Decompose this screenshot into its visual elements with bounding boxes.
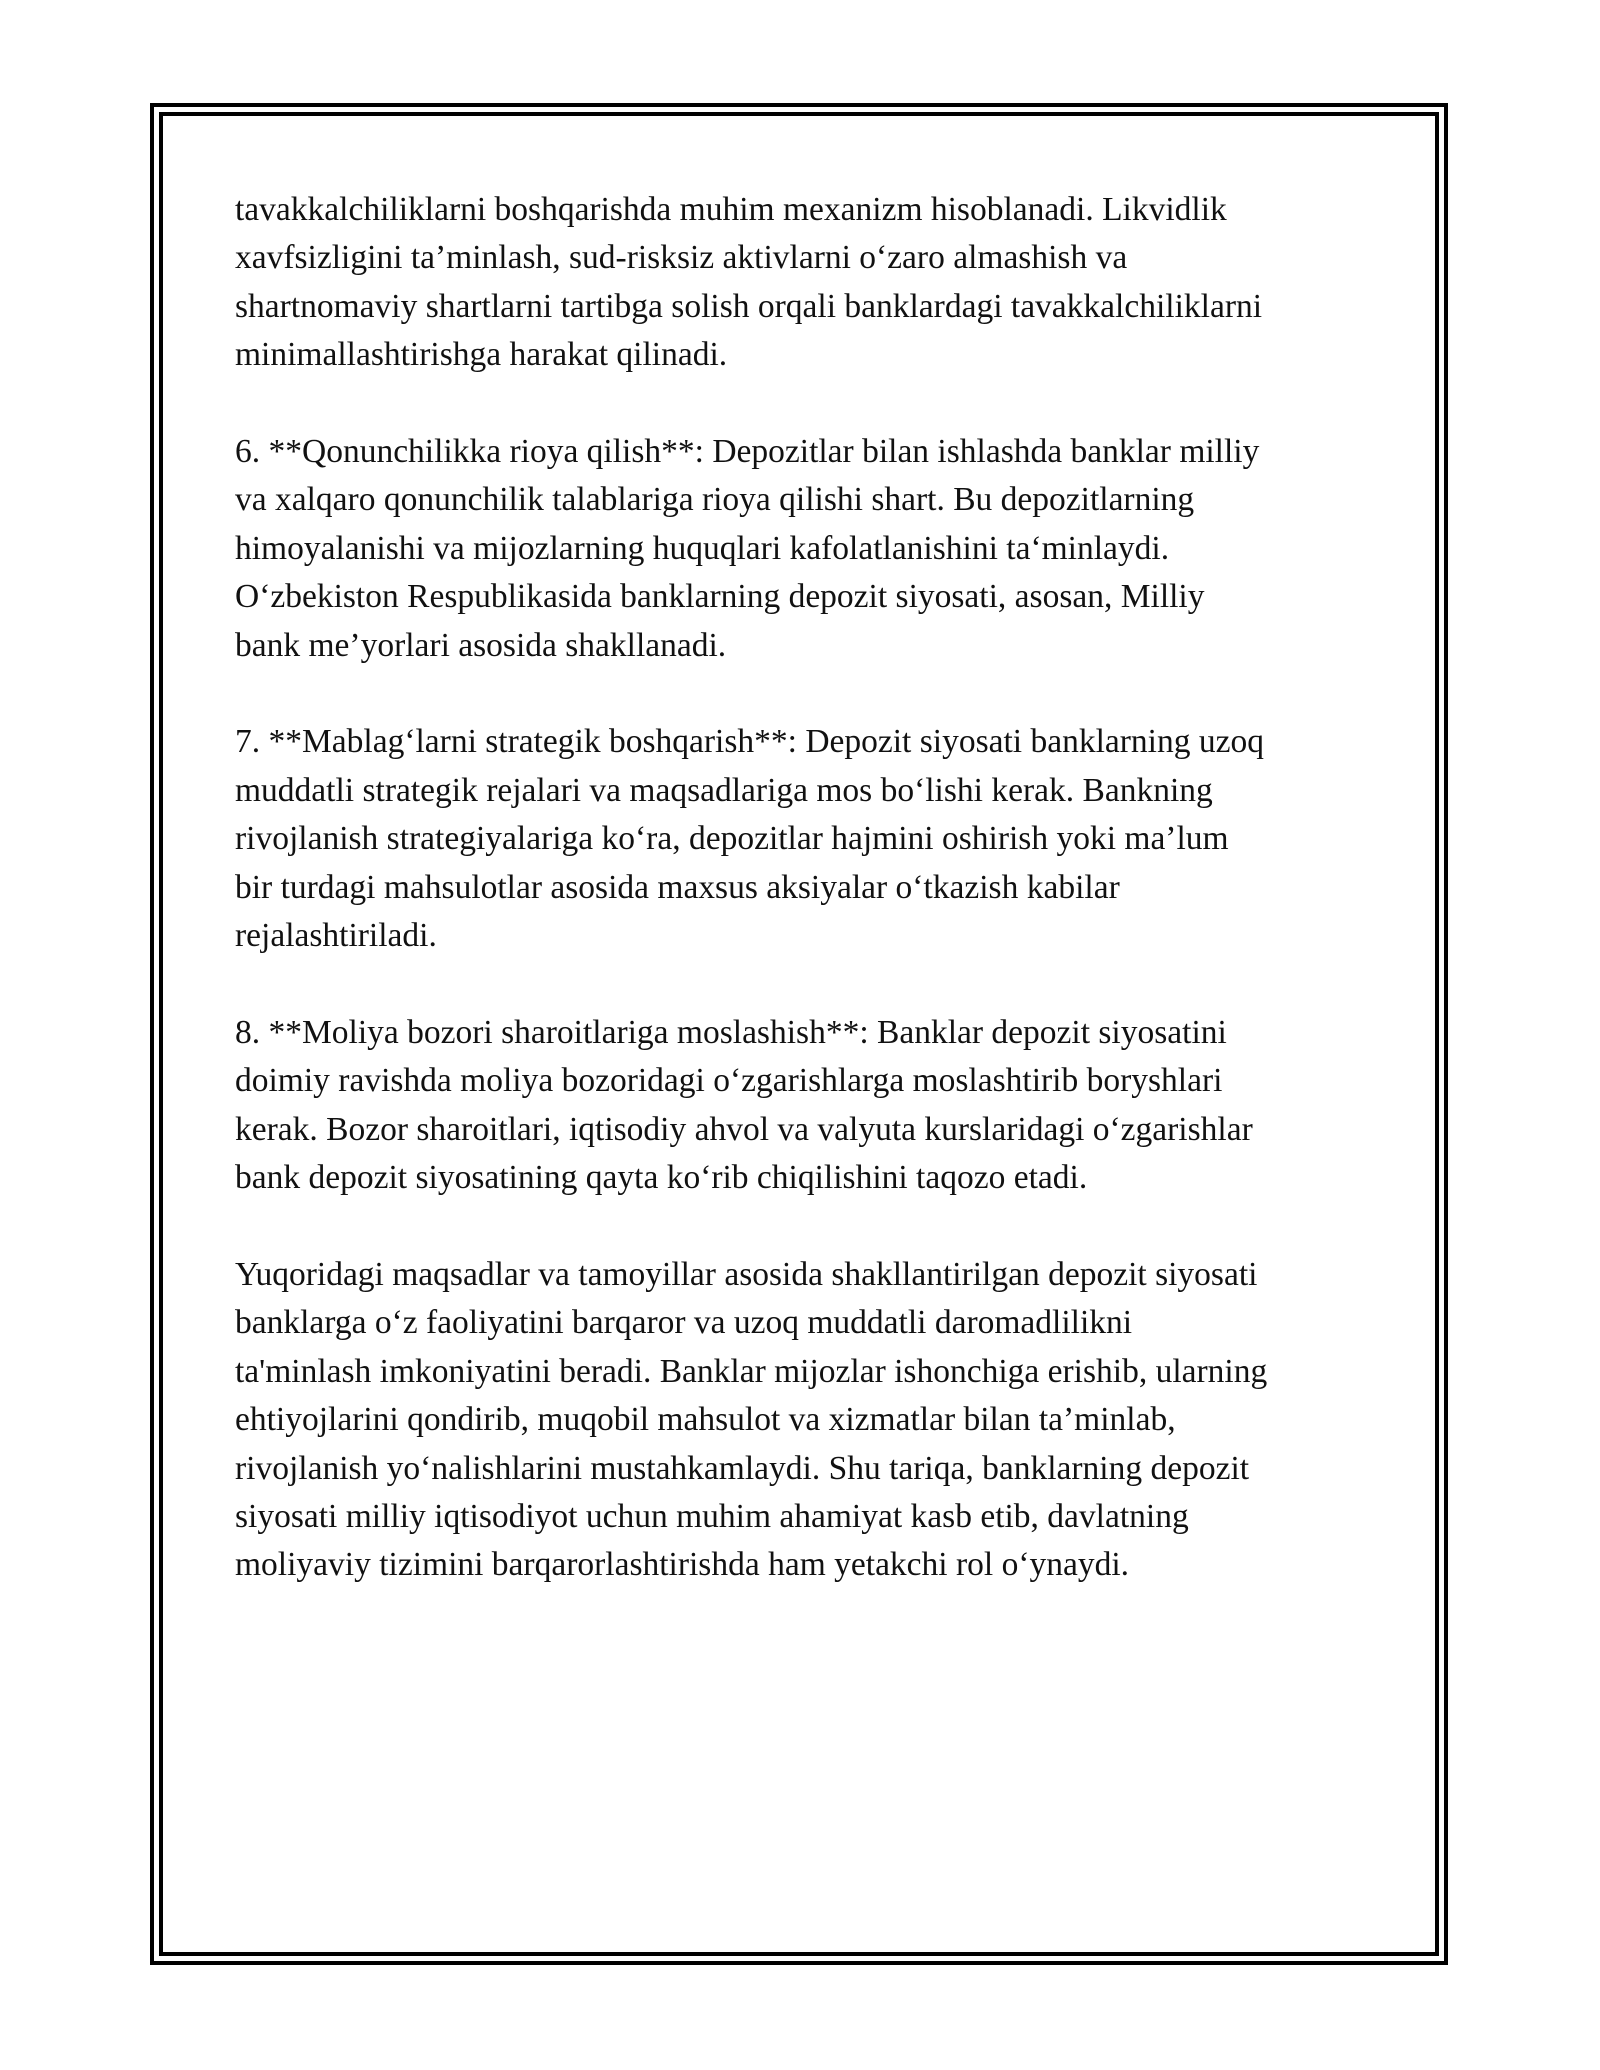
text-line: moliyaviy tizimini barqarorlashtirishda ham yetakchi rol o‘ynaydi.: [235, 1546, 1130, 1584]
text-line: rivojlanish yo‘nalishlarini mustahkamlaydi. Shu tariqa, banklarning depozit: [235, 1449, 1250, 1487]
text-line: ta'minlash imkoniyatini beradi. Banklar mijozlar ishonchiga erishib, ularning: [235, 1352, 1268, 1390]
paragraph-item-8: [235, 1009, 1385, 1203]
paragraph-item-7: [235, 718, 1385, 960]
text-line: 7. **Mablag‘larni strategik boshqarish**: Depozit siyosati banklarning uzoq: [235, 723, 1264, 761]
text-line: xavfsizligini ta’minlash, sud-risksiz aktivlarni o‘zaro almashish va: [235, 239, 1128, 277]
text-line: himoyalanishi va mijozlarning huquqlari kafolatlanishini ta‘minlaydi.: [235, 529, 1170, 567]
text-line: bank depozit siyosatining qayta ko‘rib chiqilishini taqozo etadi.: [235, 1159, 1088, 1197]
paragraph-item-6: [235, 428, 1385, 670]
paragraph-intro-continuation: [235, 186, 1385, 380]
text-line: banklarga o‘z faoliyatini barqaror va uzoq muddatli daromadlilikni: [235, 1304, 1133, 1342]
text-line: rejalashtiriladi.: [235, 917, 437, 955]
text-line: bank me’yorlari asosida shakllanadi.: [235, 626, 727, 664]
text-line: doimiy ravishda moliya bozoridagi o‘zgarishlarga moslashtirib boryshlari: [235, 1062, 1223, 1100]
document-body: [235, 186, 1385, 1590]
text-line: 8. **Moliya bozori sharoitlariga moslashish**: Banklar depozit siyosatini: [235, 1013, 1227, 1051]
text-line: rivojlanish strategiyalariga ko‘ra, depozitlar hajmini oshirish yoki ma’lum: [235, 820, 1229, 858]
text-line: minimallashtirishga harakat qilinadi.: [235, 336, 728, 374]
paragraph-conclusion: [235, 1251, 1385, 1590]
text-line: siyosati milliy iqtisodiyot uchun muhim ahamiyat kasb etib, davlatning: [235, 1497, 1189, 1535]
text-line: tavakkalchiliklarni boshqarishda muhim mexanizm hisoblanadi. Likvidlik: [235, 191, 1227, 228]
text-line: Yuqoridagi maqsadlar va tamoyillar asosida shakllantirilgan depozit siyosati: [235, 1255, 1258, 1293]
text-line: O‘zbekiston Respublikasida banklarning depozit siyosati, asosan, Milliy: [235, 578, 1205, 616]
text-line: muddatli strategik rejalari va maqsadlariga mos bo‘lishi kerak. Bankning: [235, 771, 1213, 809]
text-line: ehtiyojlarini qondirib, muqobil mahsulot va xizmatlar bilan ta’minlab,: [235, 1401, 1176, 1439]
text-line: 6. **Qonunchilikka rioya qilish**: Depozitlar bilan ishlashda banklar milliy: [235, 433, 1260, 471]
text-line: shartnomaviy shartlarni tartibga solish orqali banklardagi tavakkalchiliklarni: [235, 287, 1263, 325]
text-line: va xalqaro qonunchilik talablariga rioya qilishi shart. Bu depozitlarning: [235, 481, 1195, 519]
text-line: bir turdagi mahsulotlar asosida maxsus aksiyalar o‘tkazish kabilar: [235, 868, 1120, 906]
text-line: kerak. Bozor sharoitlari, iqtisodiy ahvol va valyuta kurslaridagi o‘zgarishlar: [235, 1110, 1253, 1148]
